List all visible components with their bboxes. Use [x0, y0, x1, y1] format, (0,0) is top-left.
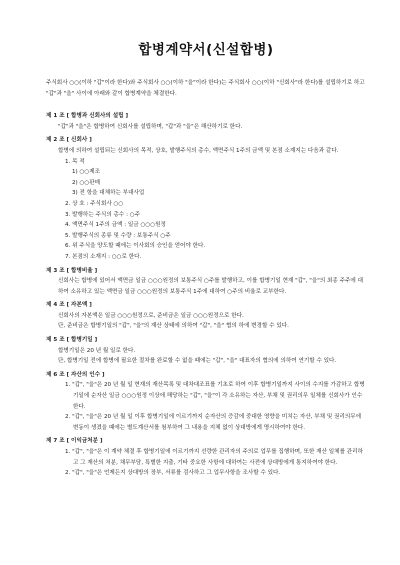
article-7-heading: 제 7 조 [ 이익금처분 ] — [46, 438, 103, 445]
article-2-subitem: 2) ○○판매 — [72, 179, 101, 186]
article-4-heading: 제 4 조 [ 자본액 ] — [46, 302, 92, 309]
article-2-body: 합병에 의하여 설립되는 신회사의 목적, 상호, 발행주식의 총수, 액면주식 1주의 금액 및 본점 소재지는 다음과 같다. — [58, 147, 339, 154]
document-title: 합병계약서(신설합병) — [138, 42, 274, 58]
article-1-body: "갑"과 "을"은 합병하여 신회사를 설립하며, "갑"과 "을"은 해산하기로 한다. — [58, 123, 243, 130]
article-2-item: 6. 위 주식을 양도할 때에는 이사회의 승인을 얻어야 한다. — [65, 243, 206, 250]
article-5-body: 합병기일은 20 년 월 일로 한다. — [58, 347, 136, 354]
article-1-heading: 제 1 조 [ 합병과 신회사의 설립 ] — [46, 113, 129, 120]
article-3-heading: 제 3 조 [ 합병비율 ] — [46, 267, 98, 274]
article-6-item: 1. "갑", "을"은 20 년 월 일 현재의 재산목록 및 대차대조표를 기초로 하여 이후 합병기일까지 사이의 수지를 가감하고 합병기일에 순자산 일금 ○○○원정 이상에 해당하는 "갑", "을"이 각 소유하는 자산, 부채 및 권리의무 일체를 신회사가 인수한다. — [65, 382, 365, 410]
article-6-heading: 제 6 조 [ 자산의 인수 ] — [46, 371, 105, 378]
article-2-item: 5. 발행주식의 종류 및 수량 : 보통주식 ○주 — [65, 232, 171, 239]
article-2-item: 7. 본점의 소재지 : ○○로 한다. — [65, 253, 142, 260]
article-3-body: 신회사는 합병에 있어서 액면금 일금 ○○○원정의 보통주식 ○주를 발행하고, 이를 합병기일 현재 "갑", "을"의 최종 주주에 대하여 소유하고 있는 액면금 일금 ○○○원정의 보통주식 1주에 대하여 ○주의 비율로 교부한다. — [58, 278, 363, 295]
article-4-proviso: 단, 준비금은 합병기일의 "갑", "을"의 재산 상태에 의하여 "갑", "을" 협의 하에 변경할 수 있다. — [58, 323, 289, 330]
article-7-item: 2. "갑", "을"은 언제든지 상대방의 장부, 서류를 검사하고 그 업무사항을 조사할 수 있다. — [65, 470, 281, 477]
article-5-proviso: 단, 합병기일 전에 합병에 필요한 절차를 완료할 수 없을 때에는 "갑", "을" 대표자의 협의에 의하여 연기할 수 있다. — [58, 358, 337, 365]
article-7-item: 1. "갑", "을"은 이 계약 체결 후 합병기일에 이르기까지 선량한 관리자의 주의로 업무를 집행하며, 또한 재산 일체를 관리하고 그 재산의 처분, 채무부담, 특별한 지출, 기타 중요한 사항에 대하여는 사전에 상대방에게 통지하여야 한다. — [65, 449, 363, 466]
article-2-item: 1. 목 적 — [65, 158, 85, 165]
article-4-body: 신회사의 자본액은 일금 ○○○원정으로, 준비금은 일금 ○○○원정으로 한다. — [58, 312, 244, 319]
intro-paragraph: 주식회사 ○○(이하 "갑"이라 한다)와 주식회사 ○○(이하 "을"이라 한다)는 주식회사 ○○(이하 "신회사"라 한다)를 설립하기로 하고 "갑"과 "을" 사이에 아래와 같이 합병계약을 체결한다. — [46, 80, 367, 97]
article-2-heading: 제 2 조 [ 신회사 ] — [46, 137, 92, 144]
article-2-item: 2. 상 호 : 주식회사 ○○ — [65, 200, 124, 207]
article-2-item: 4. 액면주식 1주의 금액 : 일금 ○○○원정 — [65, 222, 166, 229]
article-5-heading: 제 5 조 [ 합병기일 ] — [46, 337, 98, 344]
article-2-item: 3. 발행하는 주식의 총수 : ○주 — [65, 211, 141, 218]
article-2-subitem: 1) ○○제조 — [72, 169, 101, 176]
article-6-item: 2. "갑", "을"은 20 년 월 일 이후 합병기일에 이르기까지 순자산의 증감에 중대한 영향을 미치는 자산, 부채 및 권리의무에 변동이 생겼을 때에는 별도계산서를 첨부하여 그 내용을 지체 없이 상대방에게 명시하여야 한다. — [65, 414, 363, 431]
article-2-subitem: 3) 전 항을 대체하는 부대사업 — [72, 190, 145, 197]
